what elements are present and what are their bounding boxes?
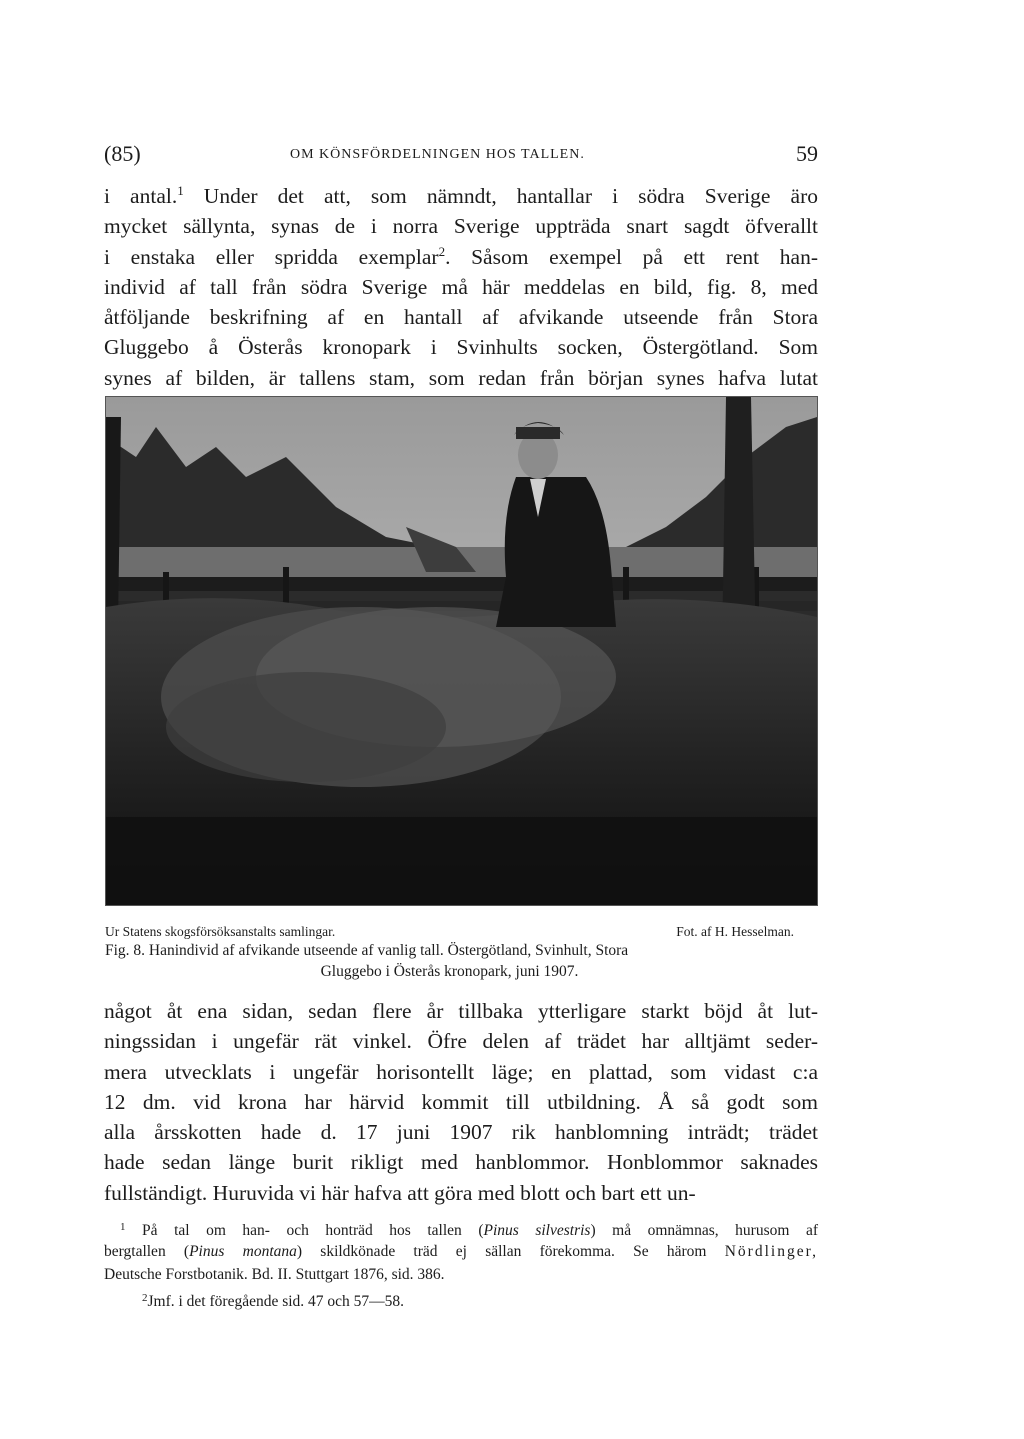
caption-line: Fig. 8. Hanindivid af afvikande utseende af vanlig tall. Östergötland, Svinhult, Stora (105, 942, 629, 959)
page-number: 59 (796, 141, 818, 166)
text-line: ningssidan i ungefär rät vinkel. Öfre delen af trädet har alltjämt seder- (104, 1029, 818, 1054)
text-line: mycket sällynta, synas de i norra Sverige uppträda snart sagdt öfverallt (104, 214, 818, 239)
footnote-marker: 1 (120, 1221, 126, 1233)
caption-line: Gluggebo i Österås kronopark, juni 1907. (320, 963, 579, 980)
text-line: i enstaka eller spridda exemplar$^2$. Såsom exempel på ett rent han- (104, 243, 818, 269)
footnote-1-line: $^1$ På tal om han- och honträd hos tallen (Pinus silvestris) må omnämnas, hurusom af (120, 1221, 818, 1239)
text-line: mera utvecklats i ungefär horisontellt läge; en plattad, som vidast c:a (104, 1059, 818, 1084)
text-line: åtföljande beskrifning af en hantall af afvikande utseende från Stora (104, 305, 818, 330)
text-line: något åt ena sidan, sedan flere år tillbaka ytterligare starkt böjd åt lut- (104, 999, 818, 1023)
footnote-2-line: $^2$Jmf. i det föregående sid. 47 och 57—58. (142, 1291, 405, 1310)
text-line: individ af tall från södra Sverige må här meddelas en bild, fig. 8, med (104, 274, 818, 299)
text-line: fullständigt. Huruvida vi här hafva att göra med blott och bart ett un- (104, 1180, 696, 1205)
photo-man-with-pine (106, 397, 817, 905)
text-line: synes af bilden, är tallens stam, som redan från början synes hafva lutat (104, 365, 818, 390)
figure-caption (105, 940, 794, 982)
text-line: alla årsskotten hade d. 17 juni 1907 rik hanblomning inträdt; trädet (104, 1120, 818, 1145)
text-line: Gluggebo å Österås kronopark i Svinhults socken, Östergötland. Som (104, 335, 818, 360)
footnote-1-line: bergtallen (Pinus montana) skildkönade träd ej sällan förekomma. Se härom Nördlinger, (104, 1242, 818, 1260)
paragraph-1 (104, 181, 818, 393)
text-line: 12 dm. vid krona har härvid kommit till utbildning. Å så godt som (104, 1089, 818, 1114)
page-ref: (85) (104, 141, 141, 166)
footnote-marker: 2 (142, 1291, 148, 1304)
photographer-credit: Fot. af H. Hesselman. (676, 924, 794, 939)
text-line: i antal.$^1$ Under det att, som nämndt, hantallar i södra Sverige äro (104, 182, 818, 208)
text-line: hade sedan länge burit rikligt med hanblommor. Honblommor saknades (104, 1150, 818, 1175)
footnotes (104, 1216, 818, 1310)
paragraph-2 (104, 996, 818, 1208)
footnote-1-line: Deutsche Forstbotanik. Bd. II. Stuttgart 1876, sid. 386. (104, 1266, 445, 1283)
collection-credit: Ur Statens skogsförsöksanstalts samlingar. (105, 924, 336, 939)
running-title: OM KÖNSFÖRDELNINGEN HOS TALLEN. (290, 147, 585, 162)
footnote-ref: 1 (177, 182, 184, 198)
running-header (104, 141, 818, 171)
footnote-ref: 2 (438, 243, 446, 259)
photo-figure (105, 396, 818, 906)
